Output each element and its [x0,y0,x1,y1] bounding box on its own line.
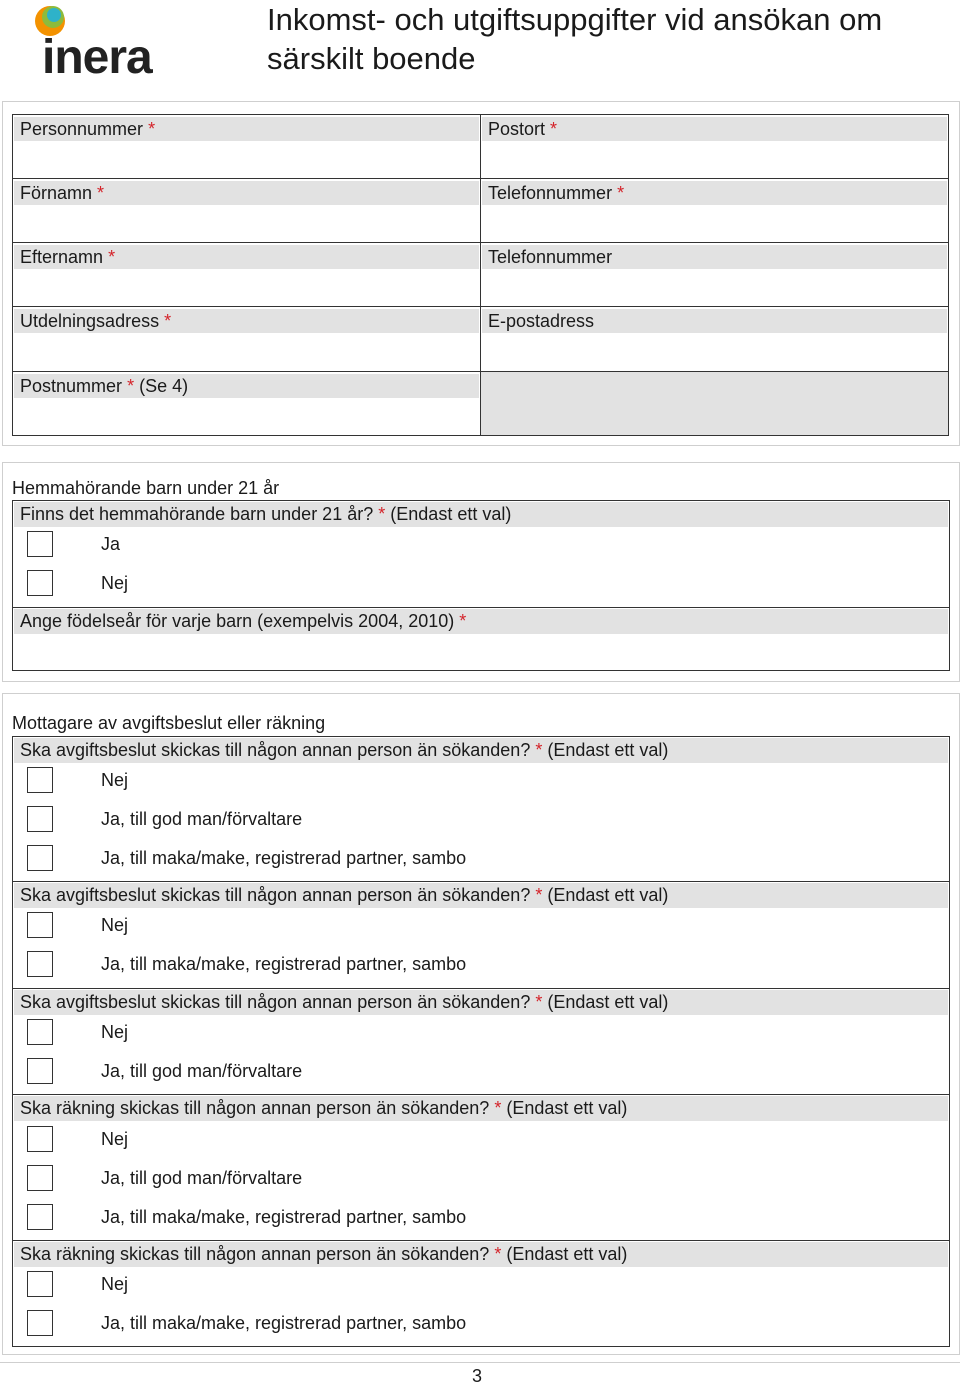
checkbox[interactable] [27,951,53,977]
option-label: Ja, till maka/make, registrerad partner, sambo [101,848,467,868]
fornamn-field[interactable] [12,178,481,243]
question-text: Ska avgiftsbeslut skickas till någon annan person än sökanden? [20,992,531,1012]
inera-logo [30,4,160,84]
question-text: Ska avgiftsbeslut skickas till någon annan person än sökanden? [20,740,531,760]
option-label: Nej [101,1022,129,1042]
required-mark: * [164,311,172,331]
telefonnummer-field[interactable] [480,178,949,243]
required-mark: * [108,247,116,267]
postort-field[interactable] [480,114,949,179]
checkbox[interactable] [27,845,53,871]
children-panel [2,462,960,682]
required-mark: * [97,183,105,203]
option-label: Ja, till maka/make, registrerad partner, sambo [101,954,467,974]
question-text: Ska räkning skickas till någon annan person än sökanden? [20,1244,490,1264]
question-text: Ska avgiftsbeslut skickas till någon annan person än sökanden? [20,885,531,905]
checkbox[interactable] [27,767,53,793]
checkbox[interactable] [27,1126,53,1152]
checkbox[interactable] [27,806,53,832]
field-label: Förnamn [20,183,93,203]
birthyear-field[interactable] [12,607,950,671]
question-note: (Endast ett val) [547,885,669,905]
required-mark: * [459,611,467,631]
contact-panel [2,101,960,446]
checkbox[interactable] [27,1310,53,1336]
telefonnummer-2-field[interactable] [480,242,949,307]
question-block [12,881,950,989]
question-text: Ange födelseår för varje barn (exempelvis 2004, 2010) [20,611,455,631]
option-label: Ja, till god man/förvaltare [101,1168,303,1188]
question-note: (Endast ett val) [390,504,512,524]
page-divider [0,1362,960,1363]
required-mark: * [535,885,543,905]
checkbox[interactable] [27,531,53,557]
option-label: Nej [101,573,129,593]
required-mark: * [535,992,543,1012]
epostadress-field[interactable] [480,306,949,372]
option-label: Ja, till maka/make, registrerad partner, sambo [101,1207,467,1227]
checkbox[interactable] [27,1058,53,1084]
option-label: Ja, till god man/förvaltare [101,809,303,829]
field-label: Efternamn [20,247,104,267]
logo-text: inera [42,31,152,84]
required-mark: * [494,1098,502,1118]
question-note: (Endast ett val) [506,1098,628,1118]
required-mark: * [148,119,156,139]
option-label: Nej [101,770,129,790]
page-number: 3 [472,1366,483,1386]
checkbox[interactable] [27,1204,53,1230]
required-mark: * [550,119,558,139]
efternamn-field[interactable] [12,242,481,307]
question-block [12,1094,950,1241]
required-mark: * [378,504,386,524]
required-mark: * [494,1244,502,1264]
field-note: (Se 4) [139,376,189,396]
field-label: Personnummer [20,119,144,139]
field-label: Telefonnummer [488,247,613,267]
option-label: Nej [101,1274,129,1294]
empty-cell [480,371,949,436]
option-label: Ja [101,534,121,554]
checkbox[interactable] [27,1019,53,1045]
question-block [12,736,950,882]
question-note: (Endast ett val) [506,1244,628,1264]
field-label: Utdelningsadress [20,311,160,331]
checkbox[interactable] [27,1165,53,1191]
option-label: Ja, till maka/make, registrerad partner, sambo [101,1313,467,1333]
section-heading: Mottagare av avgiftsbeslut eller räkning [12,713,326,733]
option-label: Ja, till god man/förvaltare [101,1061,303,1081]
required-mark: * [535,740,543,760]
recipient-panel [2,693,960,1355]
utdelningsadress-field[interactable] [12,306,481,372]
option-label: Nej [101,915,129,935]
section-heading: Hemmahörande barn under 21 år [12,478,280,498]
required-mark: * [617,183,625,203]
field-label: Telefonnummer [488,183,613,203]
children-question [12,500,950,608]
question-note: (Endast ett val) [547,992,669,1012]
field-label: E-postadress [488,311,595,331]
postnummer-field[interactable] [12,371,481,436]
checkbox[interactable] [27,1271,53,1297]
option-label: Nej [101,1129,129,1149]
page-title: Inkomst- och utgiftsuppgifter vid ansökan om särskilt boende [267,2,883,76]
checkbox[interactable] [27,912,53,938]
field-label: Postort [488,119,546,139]
question-block [12,1240,950,1347]
question-note: (Endast ett val) [547,740,669,760]
question-text: Ska räkning skickas till någon annan person än sökanden? [20,1098,490,1118]
checkbox[interactable] [27,570,53,596]
question-block [12,988,950,1095]
personnummer-field[interactable] [12,114,481,179]
field-label: Postnummer [20,376,123,396]
question-text: Finns det hemmahörande barn under 21 år? [20,504,374,524]
required-mark: * [127,376,135,396]
